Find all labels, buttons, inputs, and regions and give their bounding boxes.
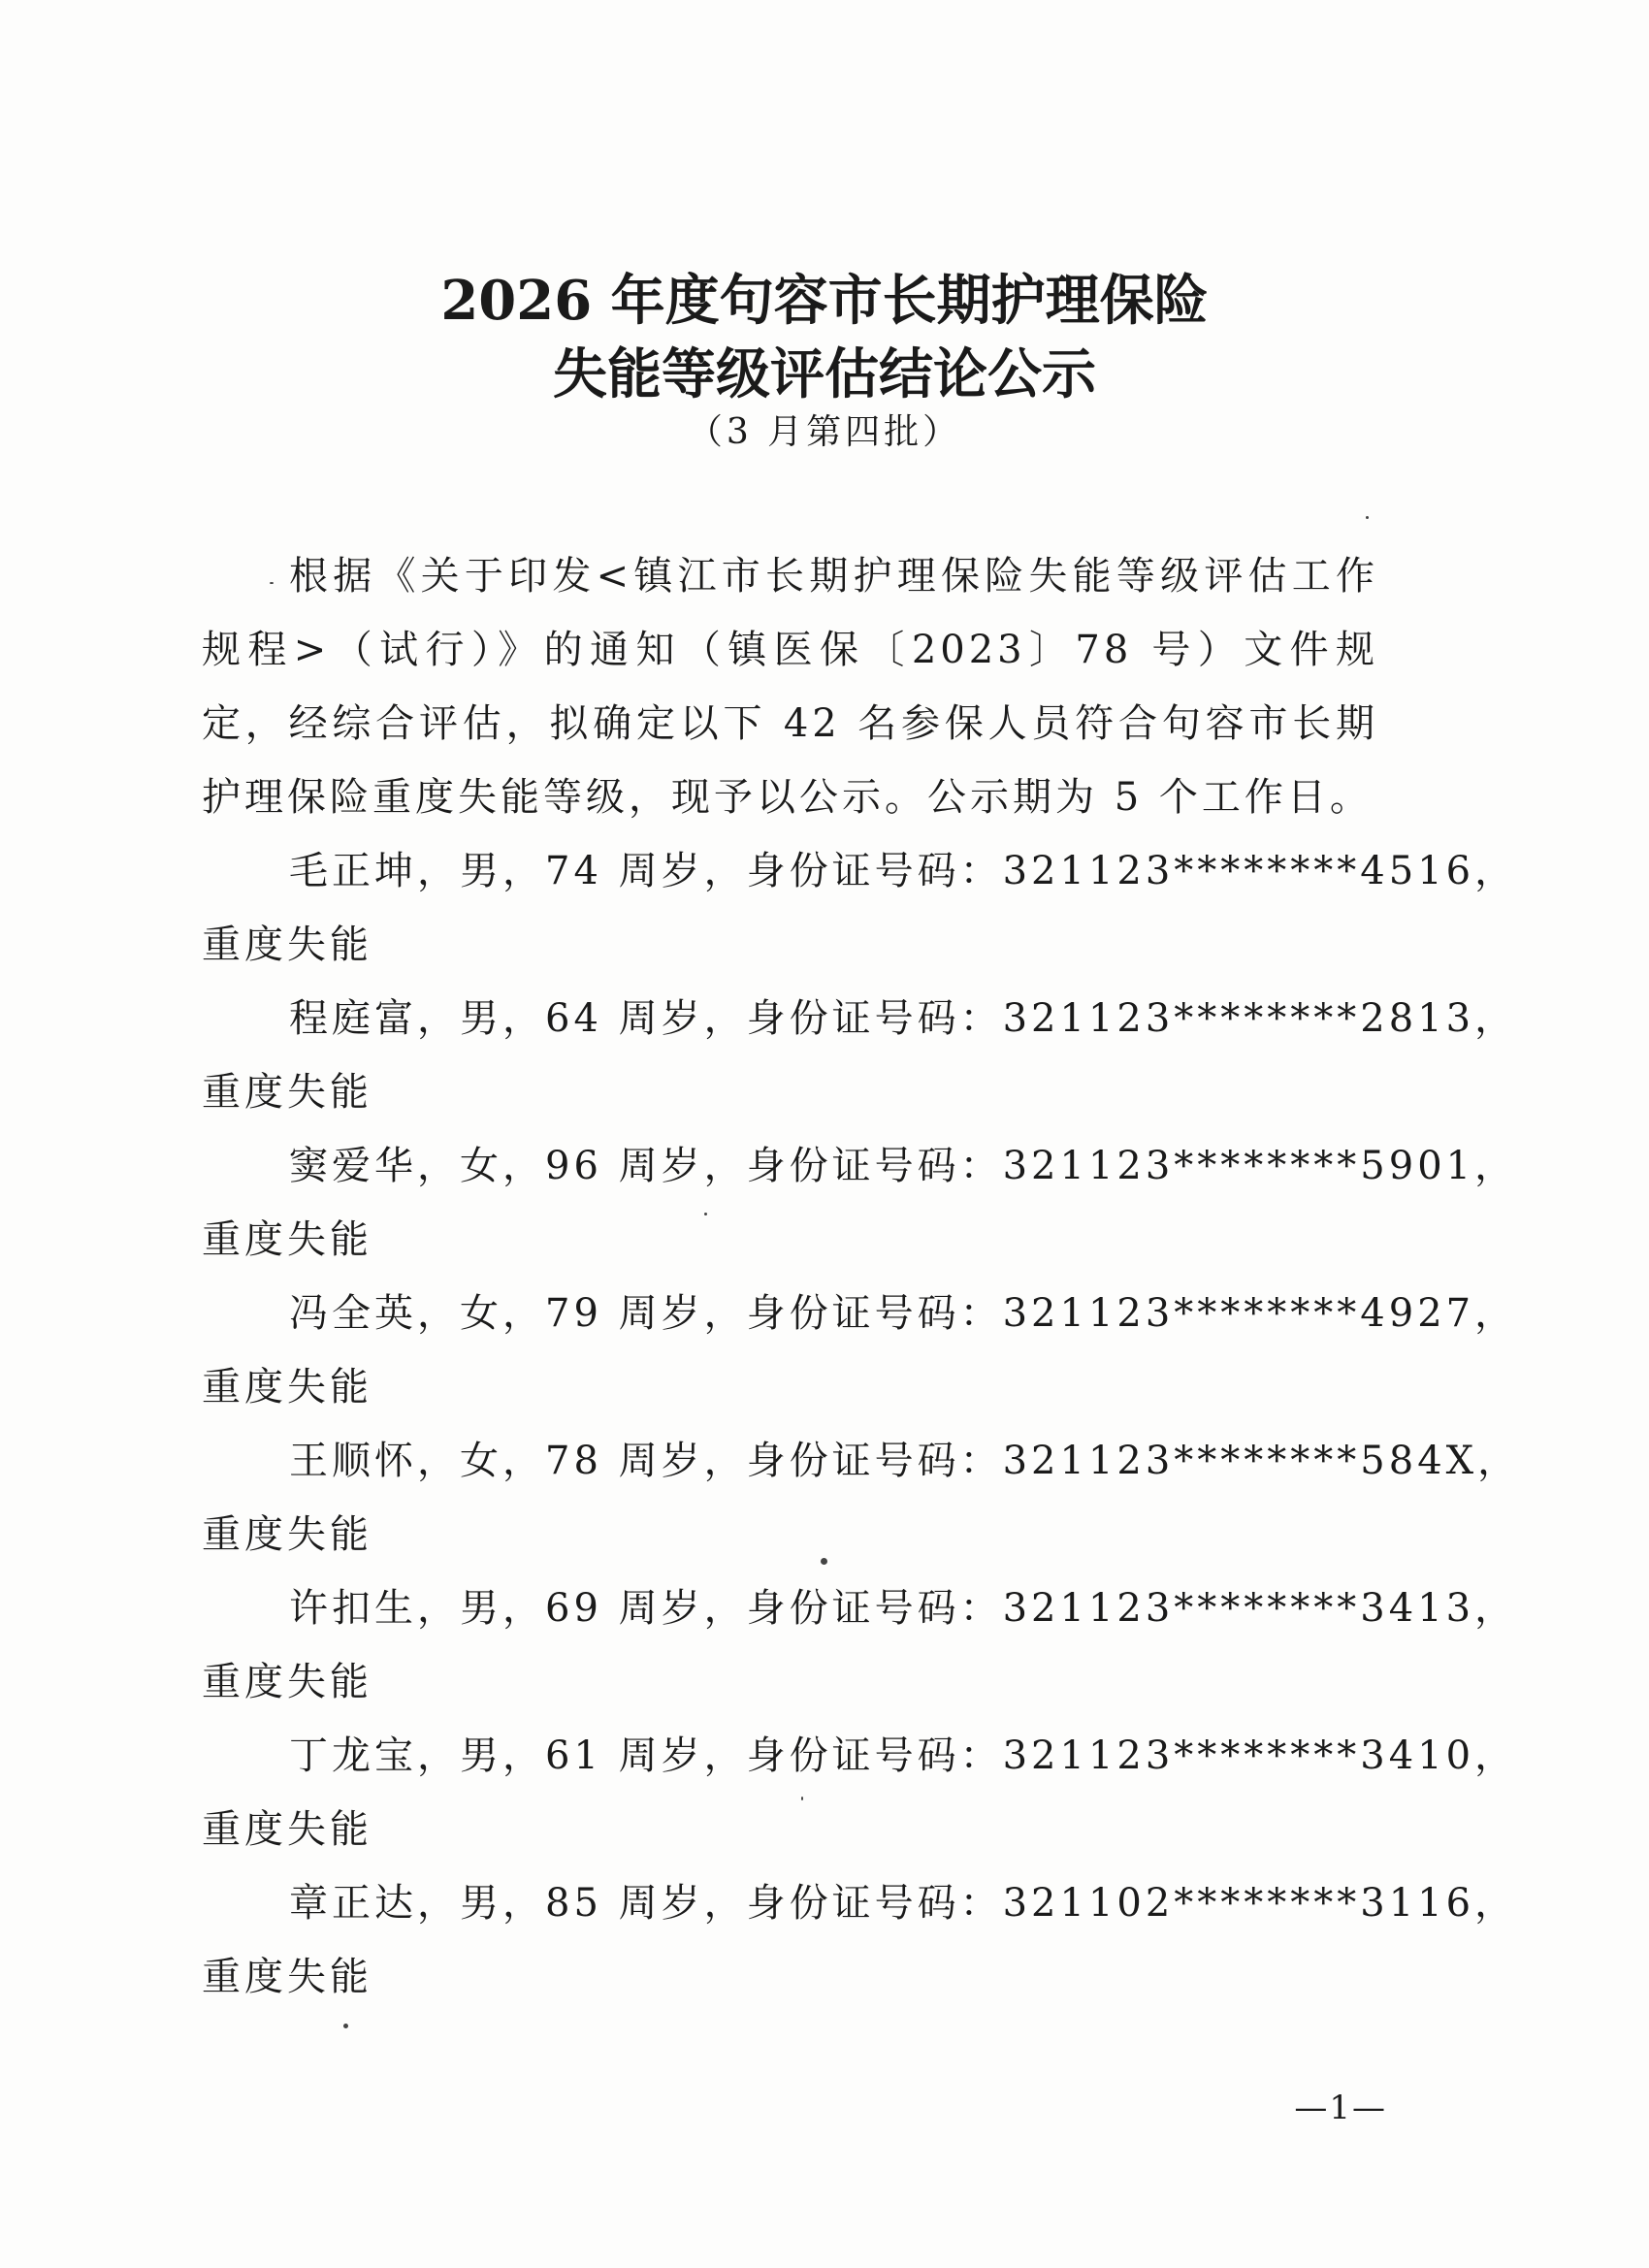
entry-details: 冯全英，女，79 周岁，身份证号码：321123********4927， (289, 1291, 1518, 1336)
entry-details: 丁龙宝，男，61 周岁，身份证号码：321123********3410， (289, 1733, 1518, 1778)
entry-status: 重度失能 (202, 1365, 372, 1409)
document-title-line-2: 失能等级评估结论公示 (553, 342, 1096, 406)
entry-status: 重度失能 (202, 923, 372, 967)
list-item (202, 1129, 1518, 1277)
entry-status: 重度失能 (202, 1660, 372, 1704)
entry-status: 重度失能 (202, 1512, 372, 1557)
list-item (202, 1719, 1518, 1866)
scan-speck (821, 1558, 827, 1565)
entry-details: 许扣生，男，69 周岁，身份证号码：321123********3413， (289, 1586, 1518, 1631)
document-body (202, 539, 1521, 2014)
intro-paragraph: 根据《关于印发<镇江市长期护理保险失能等级评估工作规程>（试行）》的通知（镇医保〔2023〕78 号）文件规定，经综合评估，拟确定以下 42 名参保人员符合句容市长期护理保险重度失能等级，现予以公示。公示期为 5 个工作日。 (202, 554, 1378, 820)
list-item (202, 1571, 1518, 1719)
entry-status: 重度失能 (202, 1070, 372, 1115)
list-item (202, 1424, 1521, 1571)
entry-status: 重度失能 (202, 1807, 372, 1852)
scan-speck (270, 582, 274, 584)
document-title-line-1: 2026 年度句容市长期护理保险 (440, 269, 1209, 333)
document-subtitle: （3 月第四批） (687, 412, 962, 452)
scan-speck (1366, 516, 1369, 519)
entry-status: 重度失能 (202, 1955, 372, 1999)
scan-speck (343, 2024, 348, 2028)
scan-speck (704, 1213, 707, 1215)
list-item (202, 1866, 1518, 2014)
page-number: —1— (1294, 2089, 1387, 2127)
list-item (202, 1277, 1518, 1424)
entry-details: 窦爱华，女，96 周岁，身份证号码：321123********5901， (289, 1144, 1518, 1188)
entry-details: 王顺怀，女，78 周岁，身份证号码：321123********584X， (289, 1439, 1521, 1483)
entry-details: 毛正坤，男，74 周岁，身份证号码：321123********4516， (289, 849, 1518, 893)
list-item (202, 982, 1518, 1129)
list-item (202, 834, 1518, 982)
scan-speck (801, 1797, 803, 1800)
entry-status: 重度失能 (202, 1217, 372, 1262)
entry-details: 章正达，男，85 周岁，身份证号码：321102********3116， (289, 1881, 1518, 1926)
entry-details: 程庭富，男，64 周岁，身份证号码：321123********2813， (289, 996, 1518, 1041)
